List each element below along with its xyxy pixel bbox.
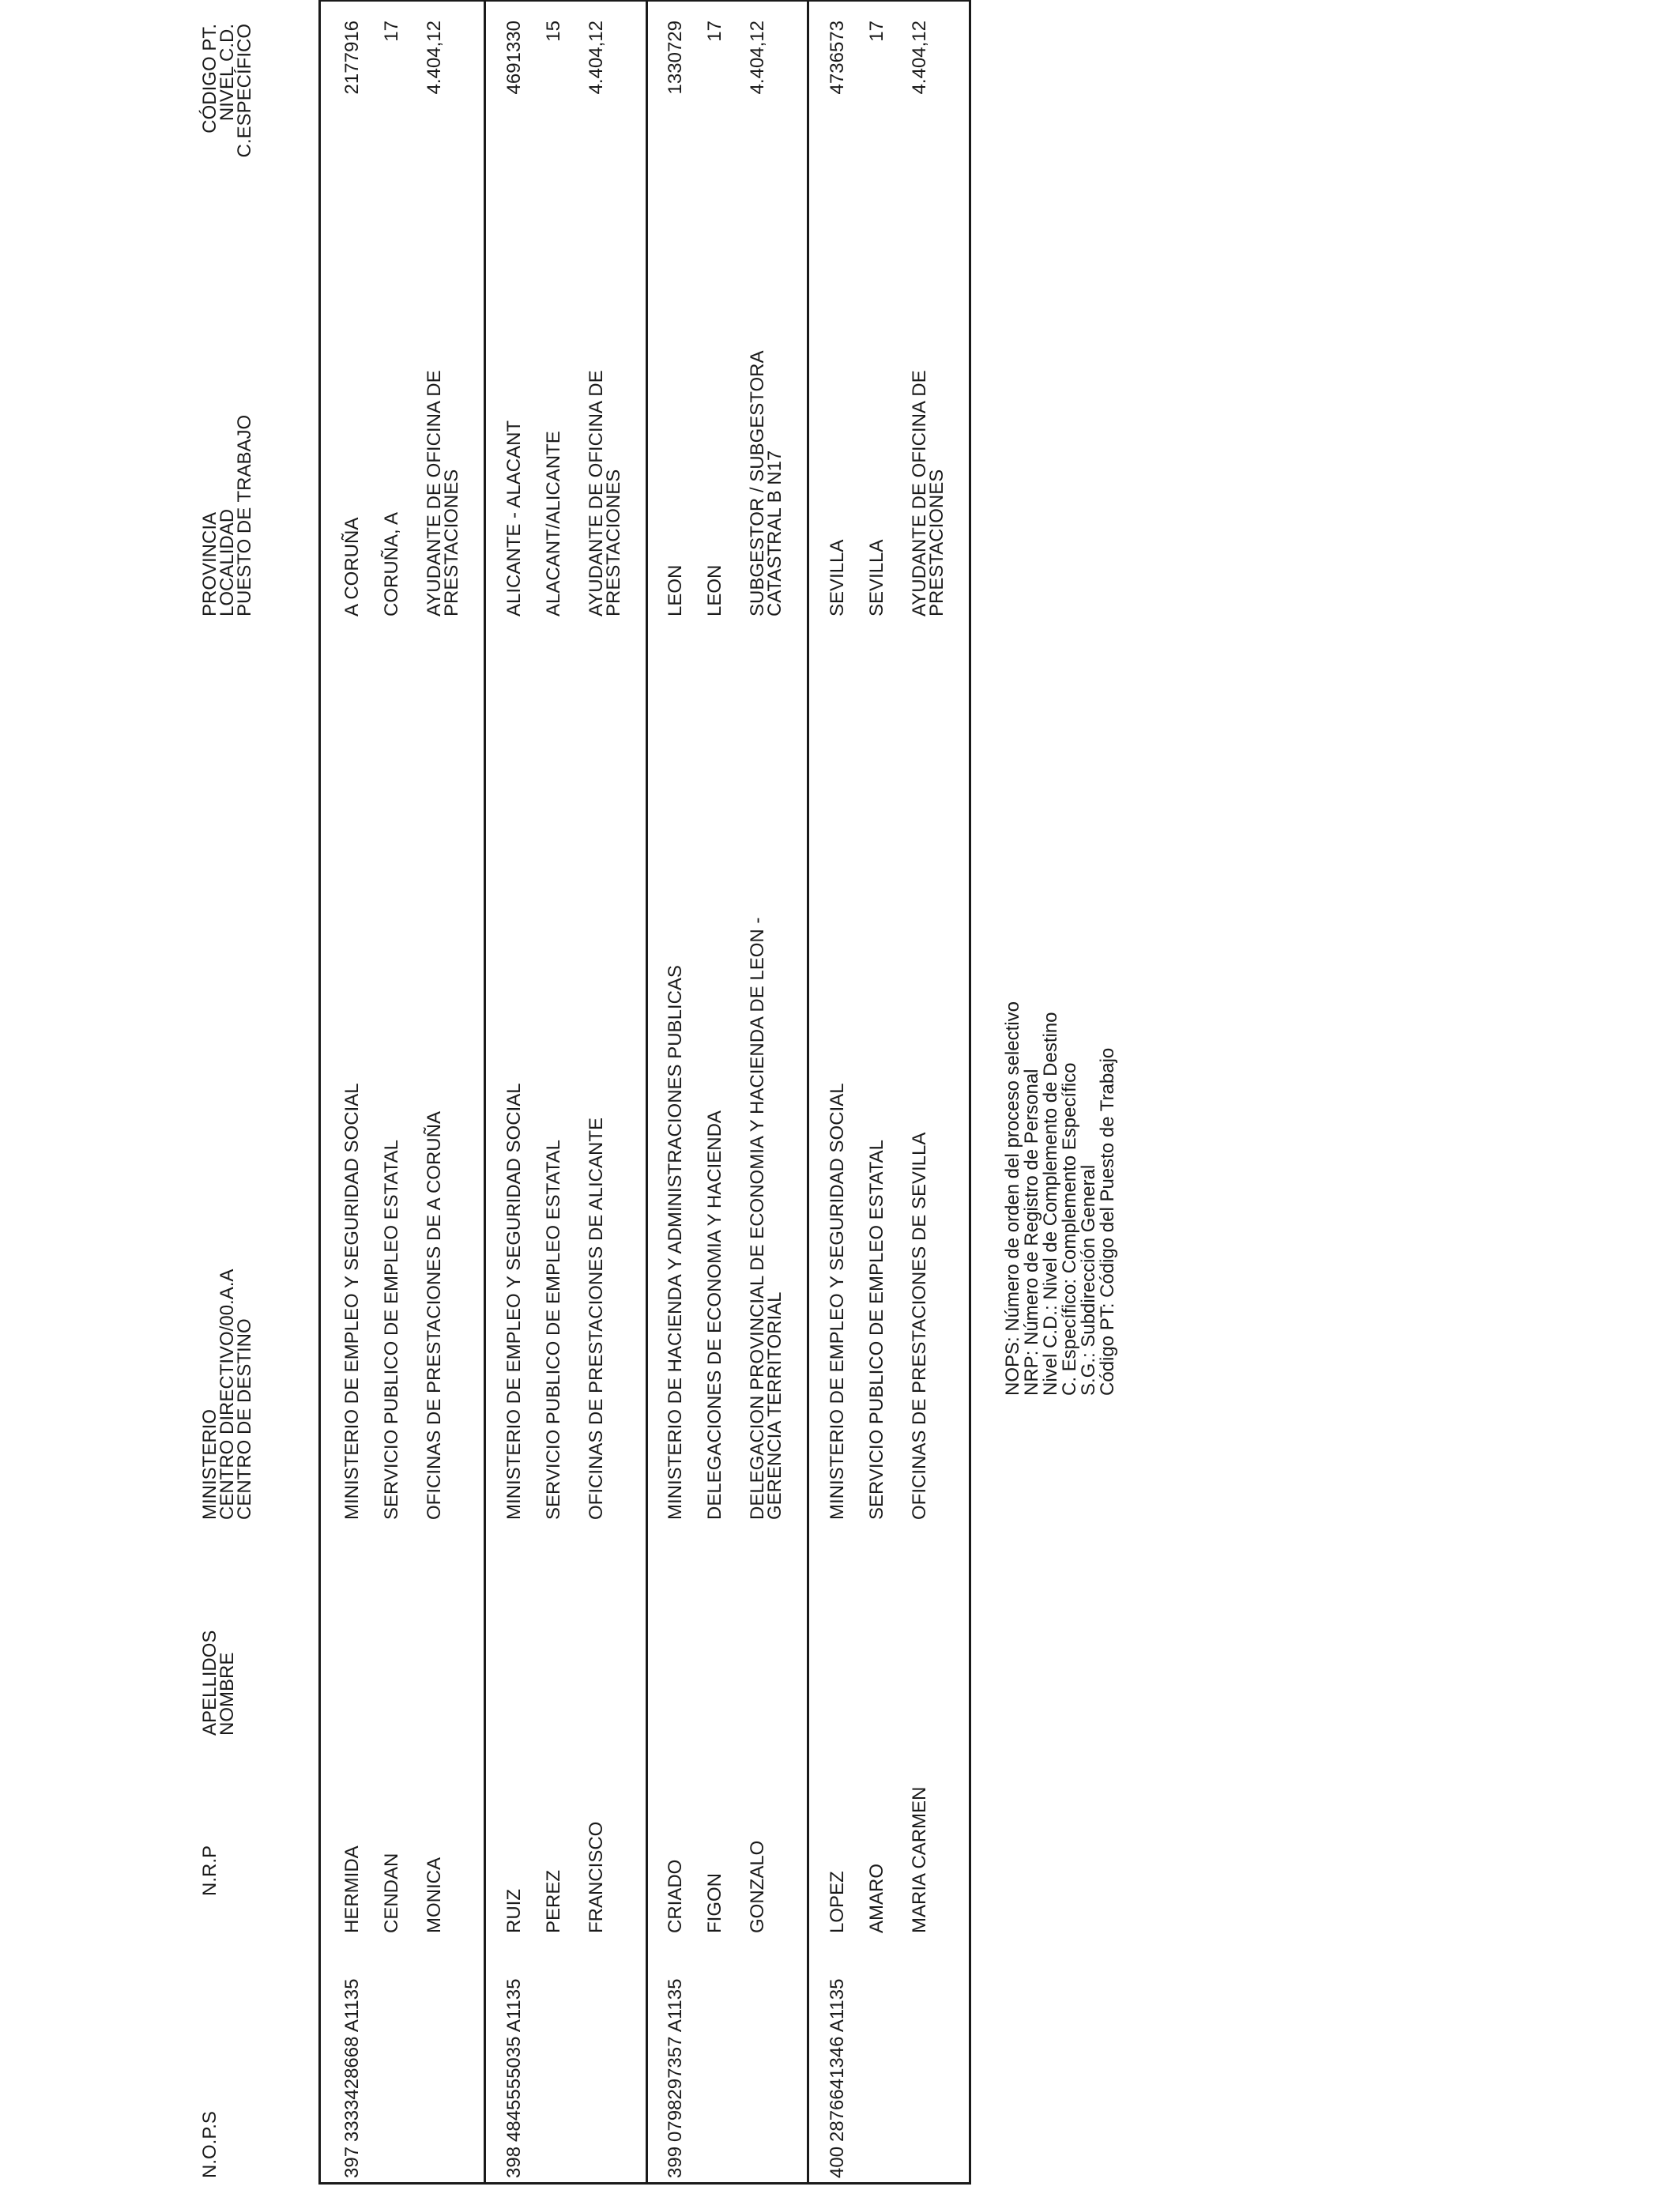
localidad-value: LEON (704, 564, 725, 616)
nivel-cd-value: 15 (543, 21, 564, 42)
c-especifico-value: 4.404,12 (424, 21, 445, 95)
row-separator (807, 0, 809, 2185)
apellido2-value: CENDAN (381, 1853, 402, 1933)
header-ministerio: MINISTERIO CENTRO DIRECTIVO/00.A.A CENTRO DE DESTINO (199, 1269, 255, 1520)
nops-value: 399 (665, 2146, 686, 2178)
note-nrp: NRP: Número de Registro de Personal (1021, 1069, 1042, 1396)
nivel-cd-value: 17 (866, 21, 887, 42)
nombre-value: GONZALO (747, 1840, 768, 1933)
table-row (667, 0, 801, 2194)
row-separator (484, 0, 486, 2185)
provincia-value: ALICANTE - ALACANT (503, 420, 525, 616)
note-nivel-cd: Nivel C.D.: Nivel de Complemento de Destino (1040, 1012, 1061, 1396)
centro-destino-value: DELEGACION PROVINCIAL DE ECONOMIA Y HACIENDA DE LEON - GERENCIA TERRITORIAL (747, 917, 785, 1520)
codigo-pt-value: 1330729 (665, 21, 686, 95)
apellido2-value: AMARO (866, 1863, 887, 1933)
codigo-pt-value: 4736573 (827, 21, 848, 95)
table-row (829, 0, 963, 2194)
apellido1-value: RUIZ (503, 1889, 525, 1933)
note-nops: NOPS: Número de orden del proceso selectivo (1002, 1001, 1023, 1396)
puesto-value: AYUDANTE DE OFICINA DE PRESTACIONES (424, 370, 462, 616)
puesto-value: AYUDANTE DE OFICINA DE PRESTACIONES (586, 370, 624, 616)
apellido2-value: PEREZ (543, 1869, 564, 1933)
localidad-value: ALACANT/ALICANTE (543, 431, 564, 616)
nombre-value: MARIA CARMEN (909, 1786, 930, 1933)
table-row (341, 0, 478, 2194)
nombre-value: MONICA (424, 1857, 445, 1933)
ministerio-value: MINISTERIO DE HACIENDA Y ADMINISTRACIONES PUBLICAS (665, 965, 686, 1520)
apellido1-value: HERMIDA (341, 1845, 363, 1933)
centro-directivo-value: SERVICIO PUBLICO DE EMPLEO ESTATAL (866, 1139, 887, 1520)
nops-value: 398 (503, 2146, 525, 2178)
nivel-cd-value: 17 (381, 21, 402, 42)
header-codigo: CÓDIGO PT. NIVEL C.D. C.ESPECÍFICO (199, 24, 255, 158)
nops-value: 397 (341, 2146, 363, 2178)
apellido1-value: LOPEZ (827, 1871, 848, 1933)
ministerio-value: MINISTERIO DE EMPLEO Y SEGURIDAD SOCIAL (827, 1083, 848, 1520)
ministerio-value: MINISTERIO DE EMPLEO Y SEGURIDAD SOCIAL (341, 1083, 363, 1520)
nivel-cd-value: 17 (704, 21, 725, 42)
codigo-pt-value: 2177916 (341, 21, 363, 95)
apellido2-value: FIGON (704, 1873, 725, 1933)
localidad-value: SEVILLA (866, 539, 887, 616)
nrp-value: 4845555035 A1135 (503, 1978, 525, 2142)
nrp-value: 3333428668 A1135 (341, 1978, 363, 2142)
nops-value: 400 (827, 2146, 848, 2178)
note-c-especifico: C. Específico: Complemento Específico (1059, 1062, 1080, 1396)
provincia-value: LEON (665, 564, 686, 616)
row-separator (646, 0, 648, 2185)
header-apellidos: APELLIDOS NOMBRE (199, 1630, 238, 1736)
c-especifico-value: 4.404,12 (909, 21, 930, 95)
apellido1-value: CRIADO (665, 1859, 686, 1933)
codigo-pt-value: 4691330 (503, 21, 525, 95)
table-row (503, 0, 640, 2194)
c-especifico-value: 4.404,12 (747, 21, 768, 95)
provincia-value: A CORUÑA (341, 517, 363, 616)
nrp-value: 2876641346 A1135 (827, 1978, 848, 2142)
nombre-value: FRANCISCO (586, 1821, 607, 1933)
nrp-value: 0798297357 A1135 (665, 1978, 686, 2142)
c-especifico-value: 4.404,12 (586, 21, 607, 95)
centro-directivo-value: SERVICIO PUBLICO DE EMPLEO ESTATAL (543, 1139, 564, 1520)
provincia-value: SEVILLA (827, 539, 848, 616)
puesto-value: AYUDANTE DE OFICINA DE PRESTACIONES (909, 370, 947, 616)
ministerio-value: MINISTERIO DE EMPLEO Y SEGURIDAD SOCIAL (503, 1083, 525, 1520)
localidad-value: CORUÑA, A (381, 511, 402, 616)
centro-destino-value: OFICINAS DE PRESTACIONES DE A CORUÑA (424, 1111, 445, 1520)
header-nrp: N.R.P (199, 1845, 220, 1896)
abbreviations-legend (1004, 1001, 1117, 1396)
centro-destino-value: OFICINAS DE PRESTACIONES DE ALICANTE (586, 1118, 607, 1520)
centro-destino-value: OFICINAS DE PRESTACIONES DE SEVILLA (909, 1132, 930, 1520)
header-provincia: PROVINCIA LOCALIDAD PUESTO DE TRABAJO (199, 414, 255, 616)
centro-directivo-value: SERVICIO PUBLICO DE EMPLEO ESTATAL (381, 1139, 402, 1520)
puesto-value: SUBGESTOR / SUBGESTORA CATASTRAL B N17 (747, 350, 785, 616)
centro-directivo-value: DELEGACIONES DE ECONOMIA Y HACIENDA (704, 1110, 725, 1520)
note-codigo-pt: Código PT: Código del Puesto de Trabajo (1097, 1047, 1118, 1396)
header-nops: N.O.P.S (199, 2111, 220, 2178)
note-sg: S.G.: Subdirección General (1078, 1164, 1099, 1396)
